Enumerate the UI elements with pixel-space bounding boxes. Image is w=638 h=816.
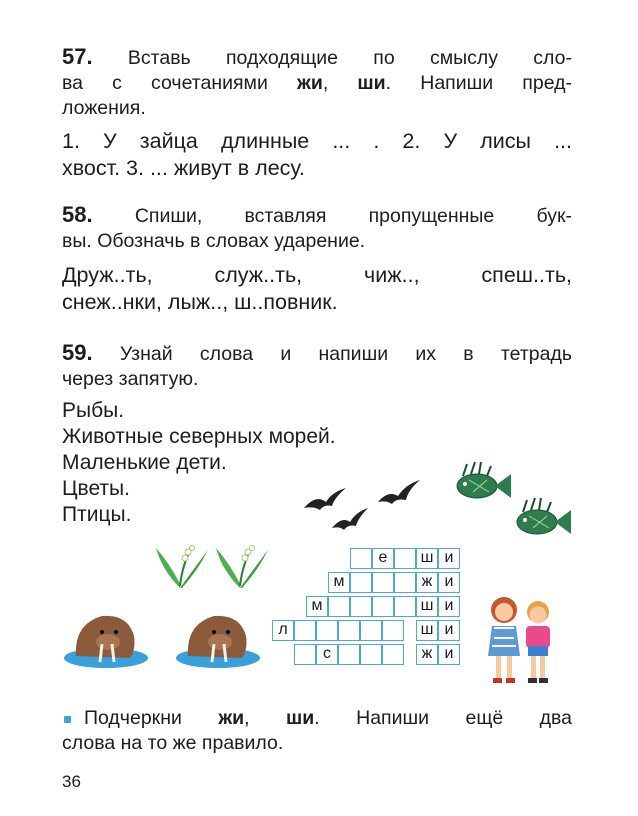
grid-cell xyxy=(394,572,416,593)
bird-icon xyxy=(332,508,368,530)
grid-cell: ш xyxy=(416,596,438,617)
grid-cell: е xyxy=(372,548,394,569)
ex58-words-line1: Друж..ть, служ..ть, чиж.., спеш..ть, xyxy=(62,263,572,287)
bird-icon xyxy=(304,488,346,510)
grid-cell: ж xyxy=(416,572,438,593)
grid-cell: с xyxy=(316,644,338,665)
grid-cell: м xyxy=(306,596,328,617)
flower-icon xyxy=(152,540,210,590)
ex57-line2b: . Напиши пред- xyxy=(385,72,572,94)
bird-icon xyxy=(378,480,420,504)
grid-cell xyxy=(338,644,360,665)
ex57-sentence-line2: хвост. 3. ... живут в лесу. xyxy=(62,156,305,180)
grid-cell xyxy=(350,548,372,569)
grid-cell: и xyxy=(438,644,460,665)
ex58-words-line2: снеж..нки, лыж.., ш..повник. xyxy=(62,290,338,314)
exercise-57-number: 57. xyxy=(62,44,93,69)
exercise-57-instruction xyxy=(62,44,572,121)
ex57-sentence-line1: 1. У зайца длинные ... . 2. У лисы ... xyxy=(62,129,572,153)
task-line2: слова на то же правило. xyxy=(62,732,284,754)
clue-list xyxy=(62,398,336,528)
grid-cell xyxy=(350,572,372,593)
grid-cell xyxy=(294,620,316,641)
ex57-line3: ложения. xyxy=(62,97,146,119)
grid-cell: ж xyxy=(416,644,438,665)
exercise-59-number: 59. xyxy=(62,340,93,365)
grid-cell xyxy=(294,644,316,665)
ex57-line2a: ва с сочетаниями xyxy=(62,72,268,94)
clue-birds: Птицы. xyxy=(62,503,132,526)
girl-icon xyxy=(488,597,520,683)
grid-cell xyxy=(382,620,404,641)
clue-flowers: Цветы. xyxy=(62,477,130,500)
grid-cell xyxy=(394,548,416,569)
task-text-a: Подчеркни xyxy=(84,707,182,729)
ex58-line2: вы. Обозначь в словах ударение. xyxy=(62,230,366,252)
walrus-icon xyxy=(62,604,150,670)
clue-children: Маленькие дети. xyxy=(62,451,227,474)
grid-cell xyxy=(338,620,360,641)
exercise-58-instruction xyxy=(62,202,572,254)
grid-cell: ш xyxy=(416,620,438,641)
grid-cell xyxy=(372,572,394,593)
ex57-keyword-shi: ши xyxy=(357,72,386,94)
grid-cell: и xyxy=(438,572,460,593)
page-number: 36 xyxy=(62,772,81,791)
ex57-line1: Вставь подходящие по смыслу сло- xyxy=(127,47,572,69)
exercise-57-sentences xyxy=(62,128,572,182)
task-keyword-shi: ши xyxy=(286,707,315,729)
task-keyword-zhi: жи xyxy=(218,707,245,729)
grid-cell xyxy=(360,644,382,665)
exercise-58-words xyxy=(62,262,572,316)
clue-fish: Рыбы. xyxy=(62,399,125,422)
birds-illustration xyxy=(302,478,422,538)
ex57-keyword-zhi: жи xyxy=(297,72,323,94)
grid-cell: и xyxy=(438,620,460,641)
boy-icon xyxy=(526,601,550,683)
clue-sea-animals: Животные северных морей. xyxy=(62,425,336,448)
grid-cell xyxy=(350,596,372,617)
children-illustration xyxy=(478,594,562,686)
additional-task xyxy=(62,706,572,756)
task-text-b: . Напиши ещё два xyxy=(314,707,573,729)
grid-cell: м xyxy=(328,572,350,593)
grid-cell xyxy=(372,596,394,617)
grid-cell: и xyxy=(438,548,460,569)
ex59-line1: Узнай слова и напиши их в тетрадь xyxy=(119,343,572,365)
ex57-comma: , xyxy=(322,72,329,94)
ex58-line1: Спиши, вставляя пропущенные бук- xyxy=(134,205,572,227)
task-comma: , xyxy=(244,707,250,729)
grid-cell xyxy=(328,596,350,617)
ex59-line2: через запятую. xyxy=(62,368,199,390)
grid-cell xyxy=(394,596,416,617)
grid-cell xyxy=(360,620,382,641)
grid-cell: л xyxy=(272,620,294,641)
grid-cell xyxy=(316,620,338,641)
grid-cell xyxy=(382,644,404,665)
fish-icon xyxy=(505,496,577,546)
flower-icon xyxy=(212,540,270,590)
grid-cell: ш xyxy=(416,548,438,569)
exercise-59-instruction xyxy=(62,340,572,392)
walrus-icon xyxy=(174,604,262,670)
exercise-58-number: 58. xyxy=(62,202,93,227)
grid-cell: и xyxy=(438,596,460,617)
